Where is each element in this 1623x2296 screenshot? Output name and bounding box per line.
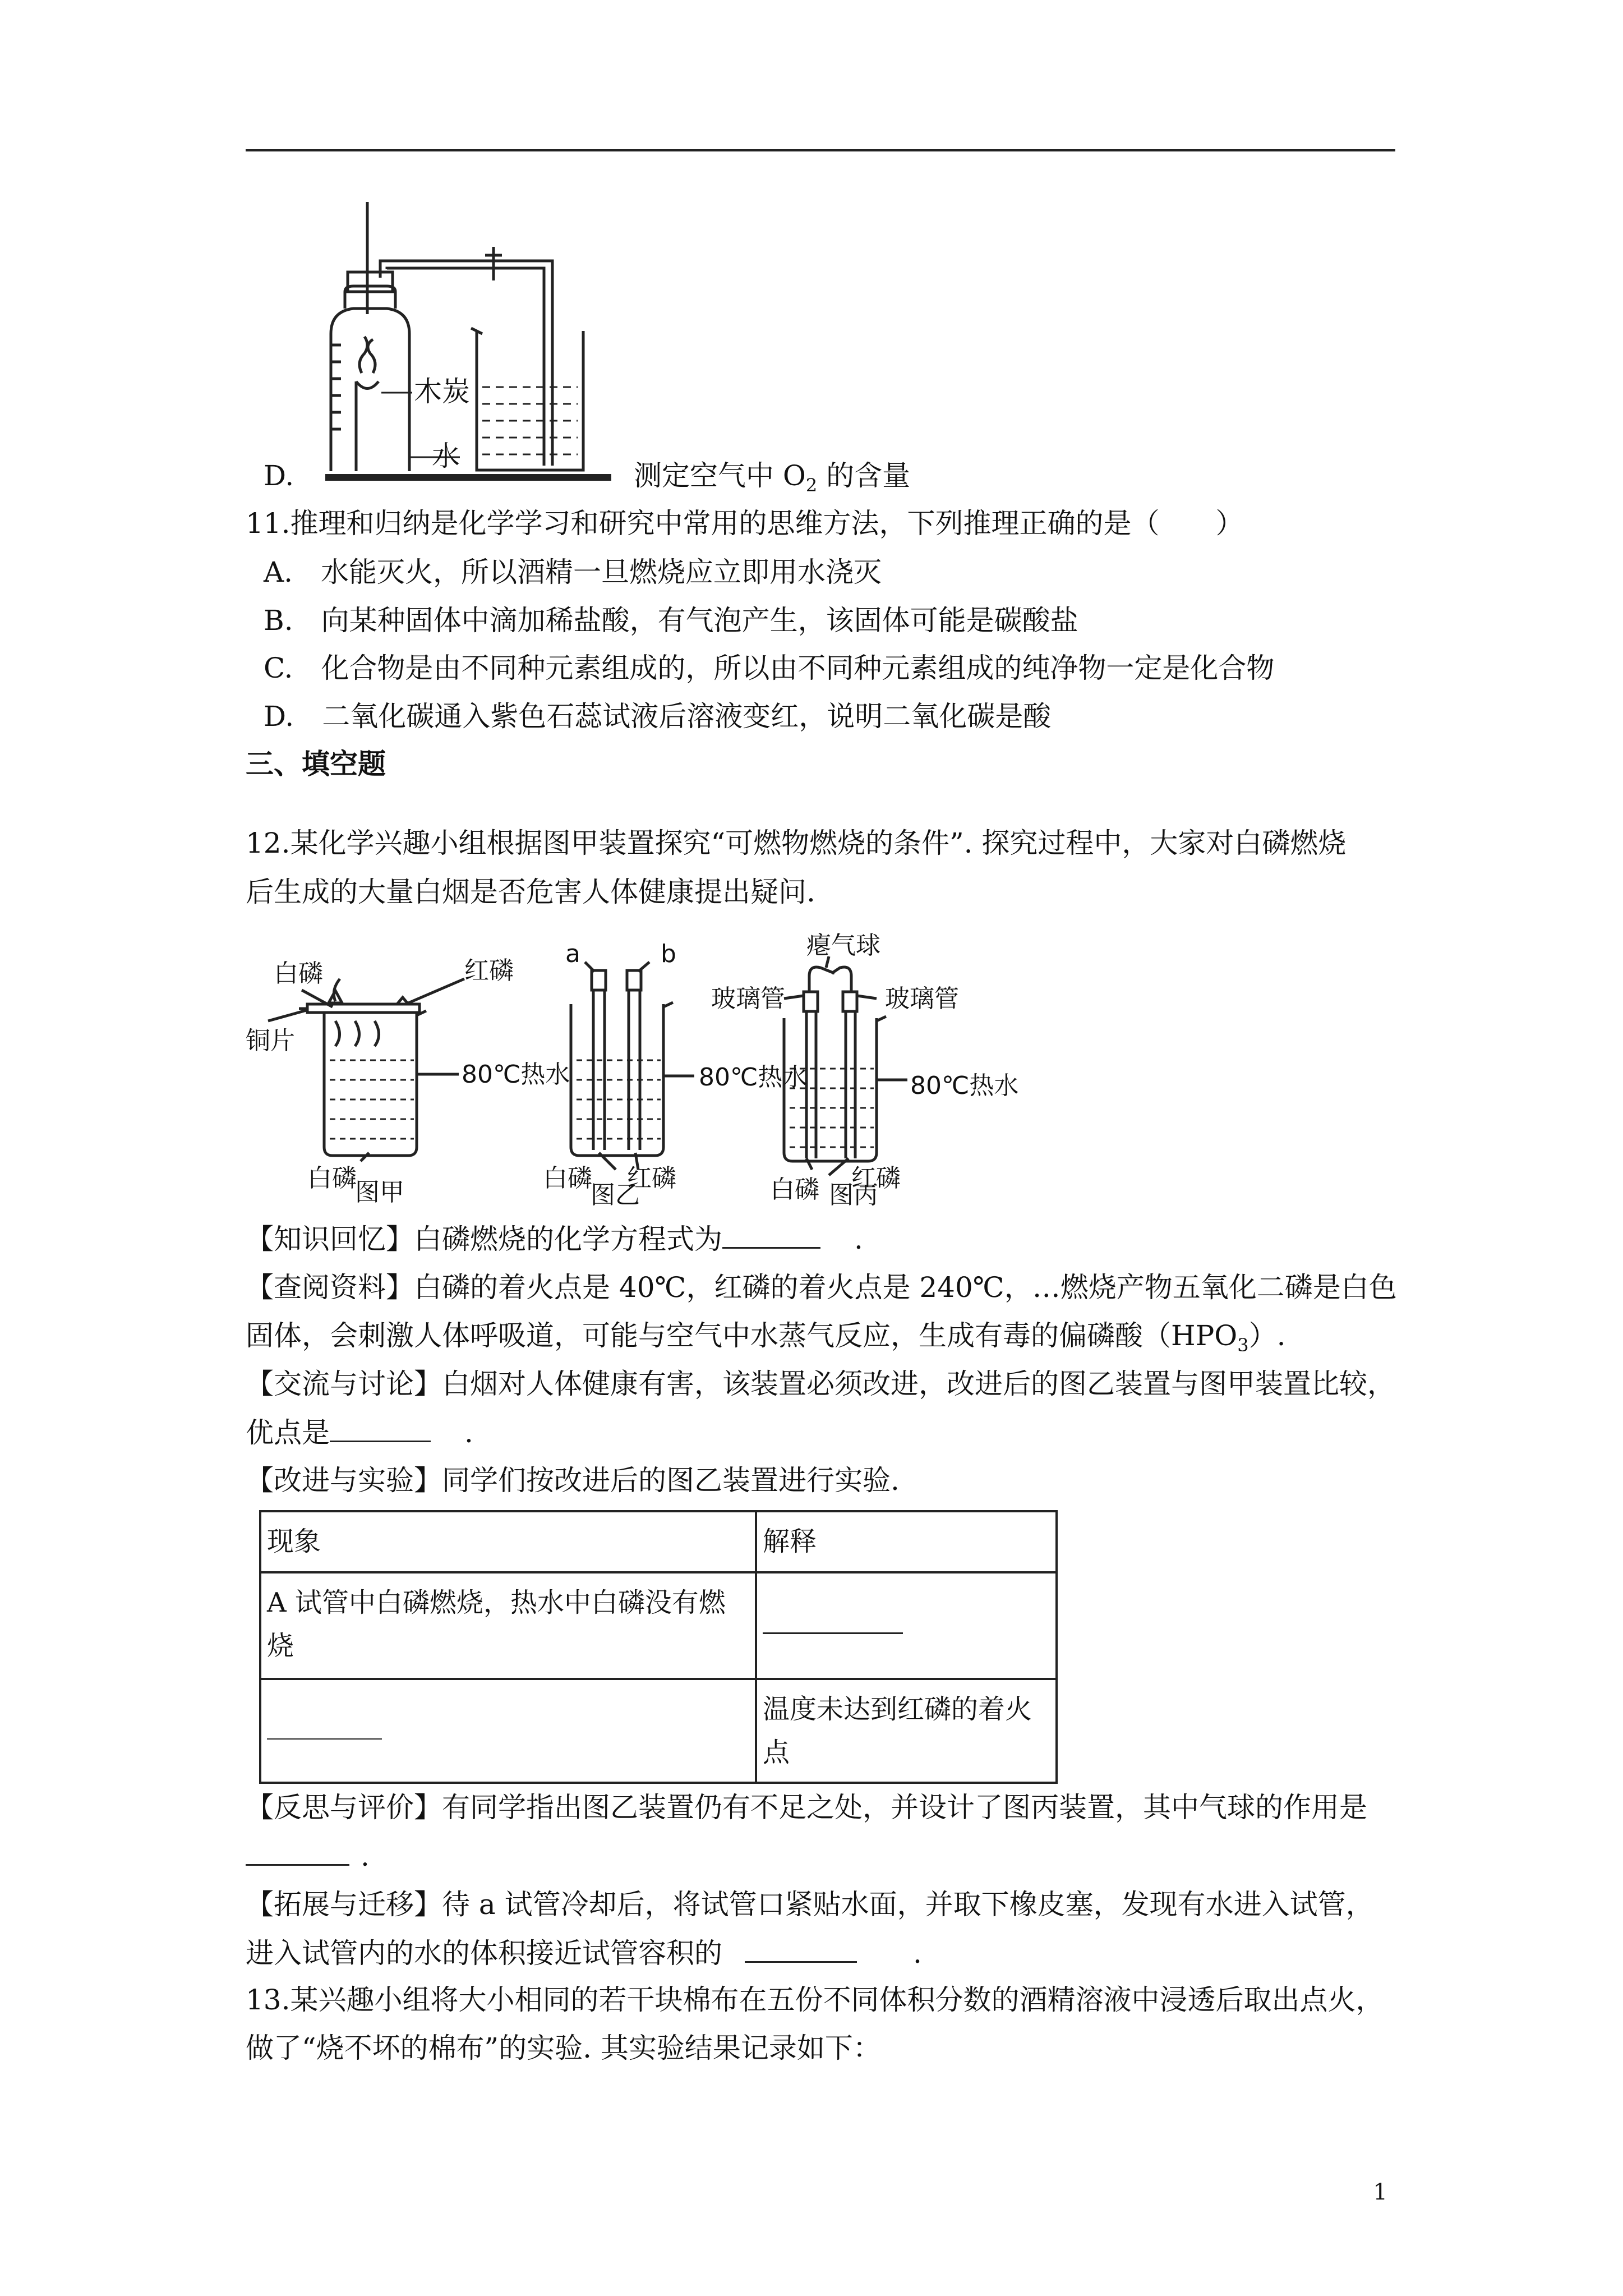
lookup-1: 【查阅资料】白磷的着火点是 40℃，红磷的着火点是 240℃，…燃烧产物五氧化二磷是白色 [246, 1271, 1397, 1304]
jia-hot-water-label: 80℃热水 [462, 1060, 570, 1089]
jia-white-p-label: 白磷 [274, 959, 323, 988]
header-explanation: 解释 [756, 1511, 1057, 1572]
q12-stem-1: 12.某化学兴趣小组根据图甲装置探究“可燃物燃烧的条件”. 探究过程中，大家对白磷燃烧 [246, 827, 1347, 859]
q12-stem-2: 后生成的大量白烟是否危害人体健康提出疑问. [246, 876, 815, 908]
yi-b-label: b [661, 940, 676, 968]
answer-blank [267, 1716, 382, 1740]
answer-blank [330, 1418, 431, 1442]
answer-blank [246, 1842, 349, 1866]
discuss-2: 优点是 . [246, 1416, 473, 1449]
jia-caption: 图甲 [355, 1178, 404, 1206]
knowledge-recall: 【知识回忆】白磷燃烧的化学方程式为 . [246, 1223, 863, 1255]
yi-red-p-label: 红磷 [627, 1164, 676, 1193]
improve: 【改进与实验】同学们按改进后的图乙装置进行实验. [246, 1464, 900, 1497]
q11-option-c: C. 化合物是由不同种元素组成的，所以由不同种元素组成的纯净物一定是化合物 [264, 652, 1275, 684]
reflect: 【反思与评价】有同学指出图乙装置仍有不足之处，并设计了图丙装置，其中气球的作用是 [246, 1791, 1367, 1824]
discuss-1: 【交流与讨论】白烟对人体健康有害，该装置必须改进，改进后的图乙装置与图甲装置比较， [246, 1368, 1395, 1400]
answer-blank [763, 1610, 903, 1634]
yi-hot-water-label: 80℃热水 [699, 1063, 808, 1092]
yi-a-label: a [565, 940, 580, 968]
header-rule [246, 149, 1395, 151]
q11-option-d: D. 二氧化碳通入紫色石蕊试液后溶液变红，说明二氧化碳是酸 [264, 700, 1052, 733]
header-phenomenon: 现象 [260, 1511, 756, 1572]
section-heading: 三、填空题 [246, 747, 386, 780]
row2-explanation: 温度未达到红磷的着火点 [756, 1679, 1057, 1783]
bing-white-p-label: 白磷 [770, 1175, 819, 1204]
bing-caption: 图丙 [829, 1181, 878, 1206]
row1-phenomenon: A 试管中白磷燃烧，热水中白磷没有燃烧 [260, 1572, 756, 1679]
bing-glass-tube-left-label: 玻璃管 [711, 984, 785, 1013]
option-d-prev [264, 459, 294, 492]
page-number: 1 [1373, 2179, 1387, 2205]
table-row [260, 1679, 1057, 1783]
extend-1: 【拓展与迁移】待 a 试管冷却后，将试管口紧贴水面，并取下橡皮塞，发现有水进入试管， [246, 1888, 1374, 1921]
jia-red-p-label: 红磷 [464, 956, 514, 985]
jia-copper-label: 铜片 [246, 1027, 295, 1055]
bing-red-p-label: 红磷 [851, 1164, 901, 1193]
results-table [259, 1510, 1058, 1784]
yi-white-p-label: 白磷 [543, 1164, 592, 1193]
reflect-blank: . [246, 1842, 370, 1870]
answer-blank [745, 1939, 857, 1963]
q12-figure [246, 931, 1076, 1206]
bing-hot-water-label: 80℃热水 [910, 1071, 1019, 1100]
label-charcoal: 木炭 [414, 375, 470, 408]
jia-white-p-bottom-label: 白磷 [307, 1164, 357, 1193]
table-row [260, 1511, 1057, 1572]
q11-option-a: A. 水能灭火，所以酒精一旦燃烧应立即用水浇灭 [264, 556, 882, 588]
option-d-prev-text: 测定空气中 $O_2$ 的含量 [634, 459, 911, 496]
row2-phenomenon [260, 1679, 756, 1783]
q13-line-2: 做了“烧不坏的棉布”的实验. 其实验结果记录如下： [246, 2032, 881, 2064]
row1-explanation [756, 1572, 1057, 1679]
extend-2: 进入试管内的水的体积接近试管容积的 . [246, 1937, 922, 1970]
table-row [260, 1572, 1057, 1679]
answer-blank [722, 1225, 820, 1249]
bing-balloon-label: 瘪气球 [806, 931, 880, 960]
q11-stem: 11.推理和归纳是化学学习和研究中常用的思维方法，下列推理正确的是（ ） [246, 507, 1244, 540]
yi-caption: 图乙 [591, 1181, 640, 1206]
bing-glass-tube-right-label: 玻璃管 [885, 984, 959, 1013]
figure-d-apparatus [314, 202, 628, 494]
q13-line-1: 13.某兴趣小组将大小相同的若干块棉布在五份不同体积分数的酒精溶液中浸透后取出点火， [246, 1984, 1384, 2016]
lookup-2: 固体，会刺激人体呼吸道，可能与空气中水蒸气反应，生成有毒的偏磷酸$(HPO_3)$. [246, 1319, 1286, 1356]
q11-option-b: B. 向某种固体中滴加稀盐酸，有气泡产生，该固体可能是碳酸盐 [264, 604, 1078, 637]
label-water: 水 [432, 440, 460, 472]
option-letter: D. [264, 459, 294, 492]
